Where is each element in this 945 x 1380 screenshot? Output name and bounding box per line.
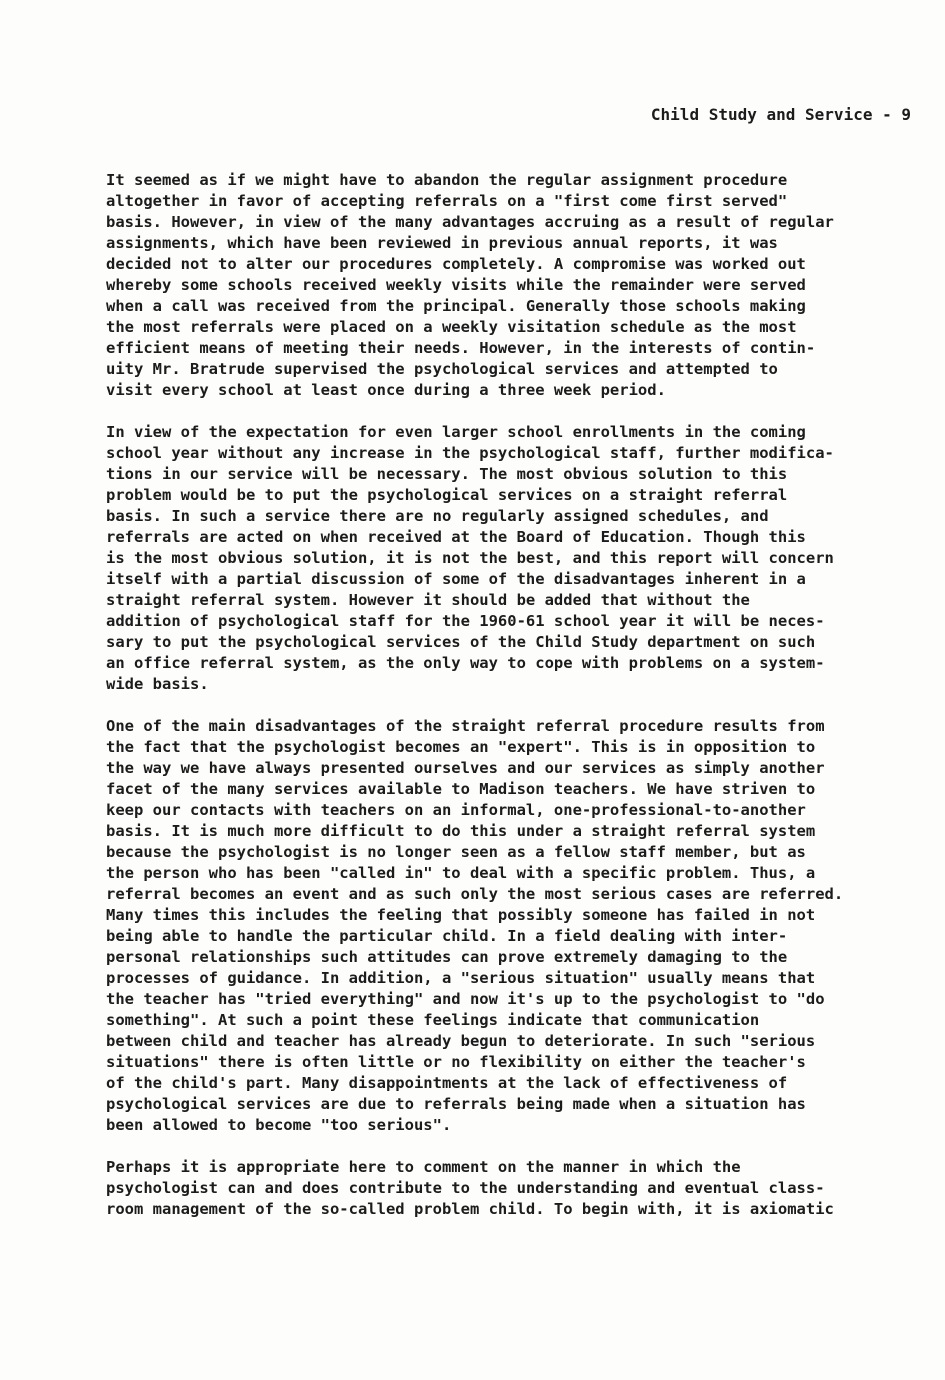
- text-line: facet of the many services available to Madison teachers. We have striven to: [106, 779, 816, 798]
- text-line: the most referrals were placed on a weekly visitation schedule as the most: [106, 318, 797, 336]
- text-line: personal relationships such attitudes can prove extremely damaging to the: [106, 947, 788, 966]
- text-line: the fact that the psychologist becomes an "expert". This is in opposition to: [106, 737, 816, 756]
- text-line: One of the main disadvantages of the straight referral procedure results from: [106, 716, 825, 735]
- text-line: In view of the expectation for even larger school enrollments in the coming: [106, 422, 806, 441]
- text-line: visit every school at least once during a three week period.: [106, 381, 666, 399]
- text-line: processes of guidance. In addition, a "serious situation" usually means that: [106, 968, 816, 987]
- paragraph: [106, 422, 942, 695]
- text-line: whereby some schools received weekly visits while the remainder were served: [106, 276, 806, 294]
- body-text: [106, 170, 942, 1241]
- text-line: keep our contacts with teachers on an informal, one-professional-to-another: [106, 800, 806, 819]
- text-line: basis. In such a service there are no regularly assigned schedules, and: [106, 506, 769, 525]
- text-line: room management of the so-called problem child. To begin with, it is axiomatic: [106, 1199, 834, 1218]
- text-line: problem would be to put the psychological services on a straight referral: [106, 485, 788, 504]
- text-line: addition of psychological staff for the 1960-61 school year it will be neces-: [106, 611, 825, 630]
- text-line: assignments, which have been reviewed in previous annual reports, it was: [106, 234, 778, 252]
- text-line: tions in our service will be necessary. The most obvious solution to this: [106, 464, 788, 483]
- text-line: school year without any increase in the psychological staff, further modifica-: [106, 443, 834, 462]
- text-line: decided not to alter our procedures completely. A compromise was worked out: [106, 255, 806, 273]
- paragraph: [106, 170, 942, 401]
- text-line: Many times this includes the feeling that possibly someone has failed in not: [106, 905, 816, 924]
- paragraph: [106, 1157, 942, 1220]
- text-line: altogether in favor of accepting referrals on a "first come first served": [106, 192, 788, 210]
- text-line: referral becomes an event and as such only the most serious cases are referred.: [106, 884, 844, 903]
- text-line: of the child's part. Many disappointments at the lack of effectiveness of: [106, 1073, 788, 1092]
- text-line: basis. It is much more difficult to do this under a straight referral system: [106, 821, 816, 840]
- text-line: psychologist can and does contribute to the understanding and eventual class-: [106, 1178, 825, 1197]
- text-line: been allowed to become "too serious".: [106, 1115, 452, 1134]
- text-line: efficient means of meeting their needs. However, in the interests of contin-: [106, 339, 816, 357]
- text-line: between child and teacher has already begun to deteriorate. In such "serious: [106, 1031, 816, 1050]
- text-line: when a call was received from the principal. Generally those schools making: [106, 297, 806, 315]
- text-line: being able to handle the particular child. In a field dealing with inter-: [106, 926, 788, 945]
- paragraph: [106, 716, 942, 1136]
- text-line: something". At such a point these feelings indicate that communication: [106, 1010, 760, 1029]
- text-line: itself with a partial discussion of some of the disadvantages inherent in a: [106, 569, 806, 588]
- text-line: referrals are acted on when received at the Board of Education. Though this: [106, 527, 806, 546]
- text-line: is the most obvious solution, it is not the best, and this report will concern: [106, 548, 834, 567]
- text-line: Perhaps it is appropriate here to comment on the manner in which the: [106, 1157, 741, 1176]
- text-line: It seemed as if we might have to abandon the regular assignment procedure: [106, 171, 788, 189]
- text-line: the teacher has "tried everything" and now it's up to the psychologist to "do: [106, 989, 825, 1008]
- text-line: the person who has been "called in" to deal with a specific problem. Thus, a: [106, 863, 816, 882]
- text-line: an office referral system, as the only way to cope with problems on a system-: [106, 653, 825, 672]
- text-line: straight referral system. However it should be added that without the: [106, 590, 750, 609]
- text-line: wide basis.: [106, 674, 209, 693]
- text-line: uity Mr. Bratrude supervised the psychological services and attempted to: [106, 360, 778, 378]
- text-line: the way we have always presented ourselves and our services as simply another: [106, 758, 825, 777]
- text-line: because the psychologist is no longer seen as a fellow staff member, but as: [106, 842, 806, 861]
- text-line: situations" there is often little or no flexibility on either the teacher's: [106, 1052, 806, 1071]
- running-head: Child Study and Service - 9: [650, 105, 911, 124]
- text-line: psychological services are due to referrals being made when a situation has: [106, 1094, 806, 1113]
- text-line: sary to put the psychological services of the Child Study department on such: [106, 632, 816, 651]
- text-line: basis. However, in view of the many advantages accruing as a result of regular: [106, 213, 834, 231]
